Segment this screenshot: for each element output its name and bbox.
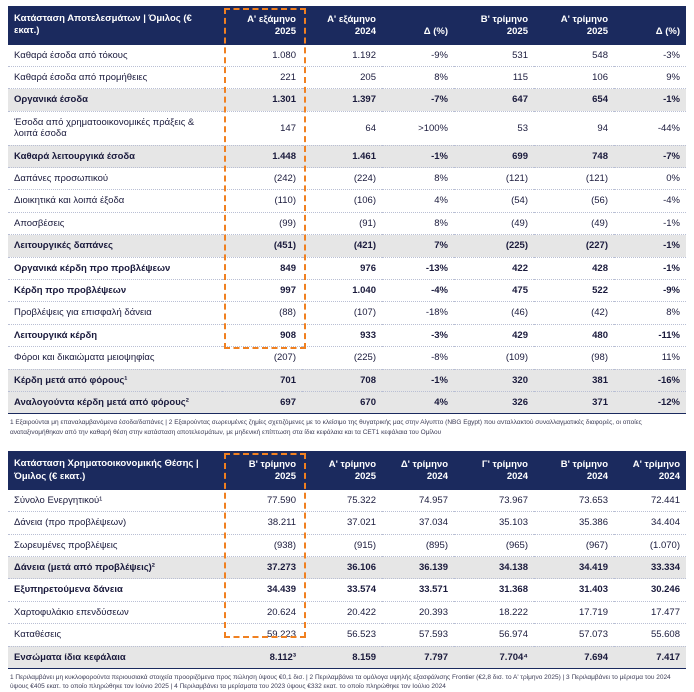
cell: -1% bbox=[614, 235, 686, 257]
cell: -1% bbox=[382, 145, 454, 167]
row-label: Αναλογούντα κέρδη μετά από φόρους² bbox=[8, 391, 222, 413]
cell: 73.967 bbox=[454, 490, 534, 512]
cell: (107) bbox=[302, 302, 382, 324]
cell: (110) bbox=[222, 190, 302, 212]
table-row bbox=[8, 512, 686, 534]
table1-body bbox=[8, 45, 686, 414]
cell: 31.403 bbox=[534, 579, 614, 601]
cell: -1% bbox=[614, 89, 686, 111]
cell: 34.419 bbox=[534, 557, 614, 579]
cell: -11% bbox=[614, 324, 686, 346]
cell: 18.222 bbox=[454, 601, 534, 623]
cell: 531 bbox=[454, 45, 534, 67]
cell: 53 bbox=[454, 111, 534, 145]
row-label: Δάνεια (μετά από προβλέψεις)² bbox=[8, 557, 222, 579]
cell: 8% bbox=[614, 302, 686, 324]
table2-col-q3-2024: Γ' τρίμηνο 2024 bbox=[454, 451, 534, 490]
balance-sheet-table-wrap bbox=[8, 451, 686, 669]
row-label: Λειτουργικές δαπάνες bbox=[8, 235, 222, 257]
cell: (225) bbox=[454, 235, 534, 257]
cell: 34.404 bbox=[614, 512, 686, 534]
cell: 56.974 bbox=[454, 624, 534, 646]
table-row bbox=[8, 279, 686, 301]
cell: 326 bbox=[454, 391, 534, 413]
cell: -12% bbox=[614, 391, 686, 413]
row-label: Αποσβέσεις bbox=[8, 212, 222, 234]
cell: 8.112³ bbox=[222, 646, 302, 668]
table1-col-q2-2025: Β' τρίμηνο 2025 bbox=[454, 6, 534, 45]
cell: (88) bbox=[222, 302, 302, 324]
row-label: Διοικητικά και λοιπά έξοδα bbox=[8, 190, 222, 212]
cell: 976 bbox=[302, 257, 382, 279]
table2-body bbox=[8, 490, 686, 669]
cell: (915) bbox=[302, 534, 382, 556]
row-label: Εξυπηρετούμενα δάνεια bbox=[8, 579, 222, 601]
cell: 7.704⁴ bbox=[454, 646, 534, 668]
table-row bbox=[8, 490, 686, 512]
table-row bbox=[8, 302, 686, 324]
cell: 20.624 bbox=[222, 601, 302, 623]
cell: 480 bbox=[534, 324, 614, 346]
row-label: Δαπάνες προσωπικού bbox=[8, 168, 222, 190]
cell: 748 bbox=[534, 145, 614, 167]
cell: 34.439 bbox=[222, 579, 302, 601]
table-row bbox=[8, 111, 686, 145]
cell: 55.608 bbox=[614, 624, 686, 646]
cell: (451) bbox=[222, 235, 302, 257]
cell: 31.368 bbox=[454, 579, 534, 601]
table1-col-label: Κατάσταση Αποτελεσμάτων | Όμιλος (€ εκατ.) bbox=[8, 6, 222, 45]
cell: 429 bbox=[454, 324, 534, 346]
cell: (965) bbox=[454, 534, 534, 556]
section-spacer bbox=[8, 437, 686, 451]
table-row bbox=[8, 67, 686, 89]
cell: -7% bbox=[614, 145, 686, 167]
table2-col-q1-2024: Α' τρίμηνο 2024 bbox=[614, 451, 686, 490]
cell: (121) bbox=[454, 168, 534, 190]
row-label: Σύνολο Ενεργητικού¹ bbox=[8, 490, 222, 512]
table-row bbox=[8, 257, 686, 279]
table-row bbox=[8, 235, 686, 257]
cell: -3% bbox=[382, 324, 454, 346]
cell: -1% bbox=[382, 369, 454, 391]
table-row bbox=[8, 646, 686, 668]
row-label: Κέρδη μετά από φόρους¹ bbox=[8, 369, 222, 391]
cell: (225) bbox=[302, 347, 382, 369]
cell: 1.461 bbox=[302, 145, 382, 167]
cell: 647 bbox=[454, 89, 534, 111]
row-label: Προβλέψεις για επισφαλή δάνεια bbox=[8, 302, 222, 324]
cell: 37.273 bbox=[222, 557, 302, 579]
cell: (224) bbox=[302, 168, 382, 190]
row-label: Σωρευμένες προβλέψεις bbox=[8, 534, 222, 556]
cell: >100% bbox=[382, 111, 454, 145]
cell: (227) bbox=[534, 235, 614, 257]
cell: 64 bbox=[302, 111, 382, 145]
cell: -16% bbox=[614, 369, 686, 391]
cell: (106) bbox=[302, 190, 382, 212]
cell: -13% bbox=[382, 257, 454, 279]
cell: 9% bbox=[614, 67, 686, 89]
table2-col-q2-2024: Β' τρίμηνο 2024 bbox=[534, 451, 614, 490]
cell: 1.192 bbox=[302, 45, 382, 67]
cell: (46) bbox=[454, 302, 534, 324]
cell: 4% bbox=[382, 190, 454, 212]
cell: (109) bbox=[454, 347, 534, 369]
table-row bbox=[8, 347, 686, 369]
cell: 381 bbox=[534, 369, 614, 391]
cell: 77.590 bbox=[222, 490, 302, 512]
cell: 522 bbox=[534, 279, 614, 301]
table-row bbox=[8, 557, 686, 579]
table2-col-q2-2025: Β' τρίμηνο 2025 bbox=[222, 451, 302, 490]
cell: 670 bbox=[302, 391, 382, 413]
row-label: Καταθέσεις bbox=[8, 624, 222, 646]
cell: 849 bbox=[222, 257, 302, 279]
cell: (421) bbox=[302, 235, 382, 257]
cell: 36.106 bbox=[302, 557, 382, 579]
cell: (895) bbox=[382, 534, 454, 556]
table-row bbox=[8, 212, 686, 234]
table1-footnote: 1 Εξαιρούνται μη επαναλαμβανόμενα έσοδα/δαπάνες | 2 Εξαιρούντας σωρευμένες ζημίες σχετιζόμενες με το κλείσιμο της θυγατρικής μας στην Αίγυπτο (NBG Egypt) που ανταλλακτού συναλλαγματικές διαφορές, οι οποίες αναταξινομήθηκαν από την καθαρή θέση στην κατάσταση αποτελεσμάτων, με μηδενική επίπτωση στα ίδια κεφάλαια και τα CET1 κεφάλαια του Ομίλου bbox=[10, 419, 642, 436]
table1-col-h1-2024: Α' εξάμηνο 2024 bbox=[302, 6, 382, 45]
cell: (121) bbox=[534, 168, 614, 190]
cell: 33.334 bbox=[614, 557, 686, 579]
table-row bbox=[8, 168, 686, 190]
table-row bbox=[8, 190, 686, 212]
cell: (99) bbox=[222, 212, 302, 234]
table-row bbox=[8, 45, 686, 67]
cell: (242) bbox=[222, 168, 302, 190]
cell: 697 bbox=[222, 391, 302, 413]
cell: 320 bbox=[454, 369, 534, 391]
cell: -1% bbox=[614, 257, 686, 279]
balance-sheet-table bbox=[8, 451, 686, 669]
row-label: Φόροι και δικαιώματα μειοψηφίας bbox=[8, 347, 222, 369]
table1-col-q1-2025: Α' τρίμηνο 2025 bbox=[534, 6, 614, 45]
cell: 37.021 bbox=[302, 512, 382, 534]
cell: 1.301 bbox=[222, 89, 302, 111]
table-row bbox=[8, 89, 686, 111]
cell: (938) bbox=[222, 534, 302, 556]
cell: 20.393 bbox=[382, 601, 454, 623]
cell: 708 bbox=[302, 369, 382, 391]
cell: 428 bbox=[534, 257, 614, 279]
cell: 1.397 bbox=[302, 89, 382, 111]
cell: (49) bbox=[454, 212, 534, 234]
cell: 106 bbox=[534, 67, 614, 89]
cell: 75.322 bbox=[302, 490, 382, 512]
income-statement-table bbox=[8, 6, 686, 414]
cell: -7% bbox=[382, 89, 454, 111]
cell: 35.103 bbox=[454, 512, 534, 534]
table-row bbox=[8, 624, 686, 646]
cell: (207) bbox=[222, 347, 302, 369]
cell: 548 bbox=[534, 45, 614, 67]
cell: -3% bbox=[614, 45, 686, 67]
cell: -4% bbox=[614, 190, 686, 212]
cell: 8% bbox=[382, 212, 454, 234]
table2-col-label: Κατάσταση Χρηματοοικονομικής Θέσης | Όμιλος (€ εκατ.) bbox=[8, 451, 222, 490]
table-row bbox=[8, 369, 686, 391]
row-label: Οργανικά κέρδη προ προβλέψεων bbox=[8, 257, 222, 279]
cell: 56.523 bbox=[302, 624, 382, 646]
cell: 57.073 bbox=[534, 624, 614, 646]
table2-footnote: 1 Περιλαμβάνει μη κυκλοφορούντα περιουσιακά στοιχεία προοριζόμενα προς πώληση ύψους €0,1 δισ. | 2 Περιλαμβάνει τα ομόλογα υψηλής εξασφάλισης Frontier (€2,8 δισ. το Α' τρίμηνο 2025) | 3 Περιλαμβάνει το μέρισμα του 2024 ύψους €405 εκατ. το οποίο πληρώθηκε τον Ιούνιο 2025 | 4 Περιλαμβάνει τα μερίσματα του 2023 ύψους €332 εκατ. το οποίο πληρώθηκε τον Ιούλιο 2024 bbox=[10, 673, 671, 691]
row-label: Καθαρά λειτουργικά έσοδα bbox=[8, 145, 222, 167]
row-label: Λειτουργικά κέρδη bbox=[8, 324, 222, 346]
cell: 115 bbox=[454, 67, 534, 89]
cell: 701 bbox=[222, 369, 302, 391]
cell: 371 bbox=[534, 391, 614, 413]
cell: (98) bbox=[534, 347, 614, 369]
cell: 35.386 bbox=[534, 512, 614, 534]
row-label: Οργανικά έσοδα bbox=[8, 89, 222, 111]
row-label: Ενσώματα ίδια κεφάλαια bbox=[8, 646, 222, 668]
cell: 59.223 bbox=[222, 624, 302, 646]
cell: (967) bbox=[534, 534, 614, 556]
cell: 933 bbox=[302, 324, 382, 346]
cell: (56) bbox=[534, 190, 614, 212]
table-row bbox=[8, 391, 686, 413]
cell: (54) bbox=[454, 190, 534, 212]
income-statement-table-wrap bbox=[8, 6, 686, 414]
table2-col-q1-2025: Α' τρίμηνο 2025 bbox=[302, 451, 382, 490]
cell: 11% bbox=[614, 347, 686, 369]
row-label: Καθαρά έσοδα από προμήθειες bbox=[8, 67, 222, 89]
table-row bbox=[8, 534, 686, 556]
table2-col-q4-2024: Δ' τρίμηνο 2024 bbox=[382, 451, 454, 490]
cell: 37.034 bbox=[382, 512, 454, 534]
cell: 33.574 bbox=[302, 579, 382, 601]
cell: -44% bbox=[614, 111, 686, 145]
table-row bbox=[8, 145, 686, 167]
row-label: Έσοδα από χρηματοοικονομικές πράξεις & λοιπά έσοδα bbox=[8, 111, 222, 145]
table1-header-row bbox=[8, 6, 686, 45]
cell: (91) bbox=[302, 212, 382, 234]
cell: 17.719 bbox=[534, 601, 614, 623]
table1-col-delta-1: Δ (%) bbox=[382, 6, 454, 45]
cell: 205 bbox=[302, 67, 382, 89]
cell: -1% bbox=[614, 212, 686, 234]
cell: 38.211 bbox=[222, 512, 302, 534]
cell: (1.070) bbox=[614, 534, 686, 556]
cell: 997 bbox=[222, 279, 302, 301]
cell: 34.138 bbox=[454, 557, 534, 579]
cell: 475 bbox=[454, 279, 534, 301]
cell: 908 bbox=[222, 324, 302, 346]
cell: -4% bbox=[382, 279, 454, 301]
cell: 1.040 bbox=[302, 279, 382, 301]
cell: 73.653 bbox=[534, 490, 614, 512]
table-row bbox=[8, 579, 686, 601]
cell: 74.957 bbox=[382, 490, 454, 512]
cell: 8.159 bbox=[302, 646, 382, 668]
table1-col-h1-2025: Α' εξάμηνο 2025 bbox=[222, 6, 302, 45]
cell: 7.417 bbox=[614, 646, 686, 668]
cell: 7% bbox=[382, 235, 454, 257]
cell: 699 bbox=[454, 145, 534, 167]
cell: 20.422 bbox=[302, 601, 382, 623]
cell: (49) bbox=[534, 212, 614, 234]
cell: 1.080 bbox=[222, 45, 302, 67]
cell: 33.571 bbox=[382, 579, 454, 601]
cell: 7.797 bbox=[382, 646, 454, 668]
cell: -9% bbox=[382, 45, 454, 67]
cell: 654 bbox=[534, 89, 614, 111]
cell: 8% bbox=[382, 168, 454, 190]
cell: 17.477 bbox=[614, 601, 686, 623]
cell: 422 bbox=[454, 257, 534, 279]
cell: 221 bbox=[222, 67, 302, 89]
cell: 4% bbox=[382, 391, 454, 413]
cell: -9% bbox=[614, 279, 686, 301]
cell: 1.448 bbox=[222, 145, 302, 167]
table-row bbox=[8, 324, 686, 346]
cell: 147 bbox=[222, 111, 302, 145]
table2-header-row bbox=[8, 451, 686, 490]
table-row bbox=[8, 601, 686, 623]
row-label: Χαρτοφυλάκιο επενδύσεων bbox=[8, 601, 222, 623]
table1-col-delta-2: Δ (%) bbox=[614, 6, 686, 45]
cell: (42) bbox=[534, 302, 614, 324]
cell: -8% bbox=[382, 347, 454, 369]
row-label: Δάνεια (προ προβλέψεων) bbox=[8, 512, 222, 534]
cell: 8% bbox=[382, 67, 454, 89]
row-label: Καθαρά έσοδα από τόκους bbox=[8, 45, 222, 67]
cell: -18% bbox=[382, 302, 454, 324]
cell: 36.139 bbox=[382, 557, 454, 579]
cell: 57.593 bbox=[382, 624, 454, 646]
cell: 94 bbox=[534, 111, 614, 145]
cell: 30.246 bbox=[614, 579, 686, 601]
cell: 72.441 bbox=[614, 490, 686, 512]
row-label: Κέρδη προ προβλέψεων bbox=[8, 279, 222, 301]
cell: 7.694 bbox=[534, 646, 614, 668]
cell: 0% bbox=[614, 168, 686, 190]
